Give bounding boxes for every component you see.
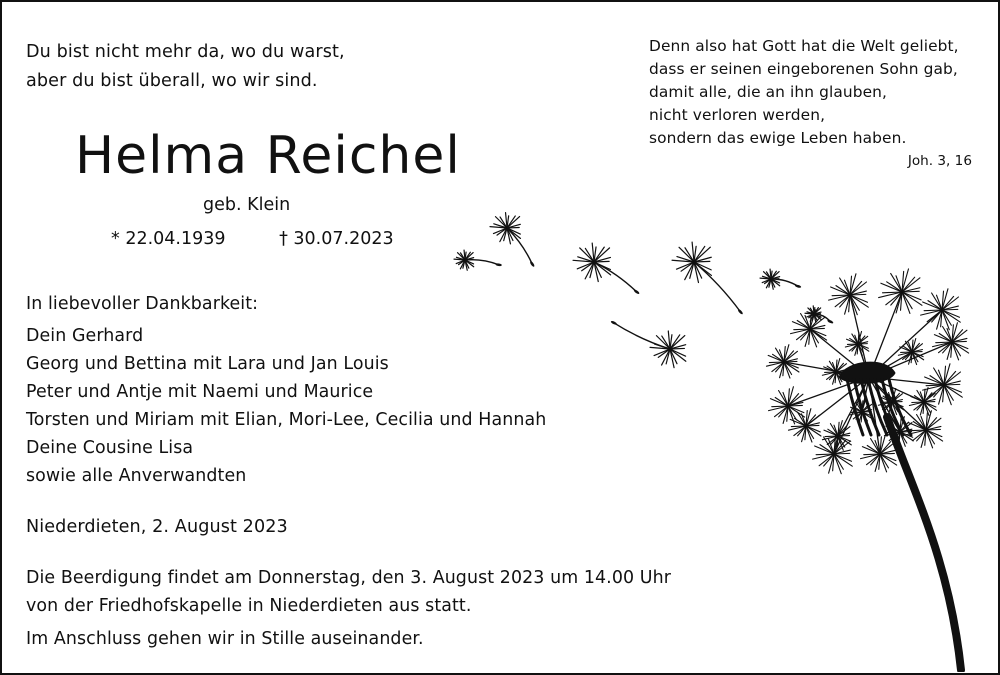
deceased-name: Helma Reichel <box>75 126 461 186</box>
service-line: Die Beerdigung findet am Donnerstag, den 3. August 2023 um 14.00 Uhr <box>26 568 671 588</box>
seed-tip <box>529 261 535 268</box>
motto-line: aber du bist überall, wo wir sind. <box>26 71 318 91</box>
dandelion-seed <box>845 331 868 355</box>
dandelion-seed <box>898 339 923 365</box>
service-note: Im Anschluss gehen wir in Stille auseinander. <box>26 629 424 649</box>
verse-line: sondern das ewige Leben haben. <box>649 129 907 147</box>
seed-stem <box>694 262 740 312</box>
floating-seed <box>490 213 520 244</box>
family-member: sowie alle Anverwandten <box>26 466 247 486</box>
motto-line: Du bist nicht mehr da, wo du warst, <box>26 42 345 62</box>
dandelion-stem <box>887 417 961 670</box>
floating-seed <box>573 243 611 282</box>
verse-line: Denn also hat Gott hat die Welt geliebt, <box>649 37 959 55</box>
family-member: Deine Cousine Lisa <box>26 438 194 458</box>
memorial-motto <box>26 38 345 96</box>
dandelion-illustration <box>432 192 972 672</box>
service-line: von der Friedhofskapelle in Niederdieten aus statt. <box>26 596 472 616</box>
dandelion-seed <box>933 323 969 360</box>
family-member: Peter und Antje mit Naemi und Maurice <box>26 382 374 402</box>
family-member: Georg und Bettina mit Lara und Jan Louis <box>26 354 389 374</box>
dandelion-seed <box>788 409 820 442</box>
verse-line: nicht verloren werden, <box>649 106 826 124</box>
dandelion-seed <box>879 269 922 314</box>
floating-seed <box>454 250 474 270</box>
dandelion-seed <box>909 388 936 416</box>
floating-seed <box>760 269 780 289</box>
family-member: Dein Gerhard <box>26 326 144 346</box>
verse-reference: Joh. 3, 16 <box>907 153 972 169</box>
birth-date: * 22.04.1939 <box>111 229 226 249</box>
dandelion-seed <box>769 387 805 424</box>
floating-seed <box>650 331 686 368</box>
verse-line: damit alle, die an ihn glauben, <box>649 83 888 101</box>
family-heading: In liebevoller Dankbarkeit: <box>26 294 259 314</box>
family-member: Torsten und Miriam mit Elian, Mori-Lee, Cecilia und Hannah <box>26 410 547 430</box>
location-date: Niederdieten, 2. August 2023 <box>26 517 288 537</box>
verse-line: dass er seinen eingeborenen Sohn gab, <box>649 60 958 78</box>
dandelion-seed <box>829 274 869 315</box>
death-date: † 30.07.2023 <box>279 229 394 249</box>
birth-name: geb. Klein <box>203 195 291 215</box>
dandelion-seed <box>766 345 798 378</box>
floating-seed <box>672 242 711 282</box>
seed-tip <box>737 309 743 315</box>
bible-verse <box>649 35 959 150</box>
seed-tip <box>633 289 640 295</box>
life-dates <box>111 229 394 249</box>
